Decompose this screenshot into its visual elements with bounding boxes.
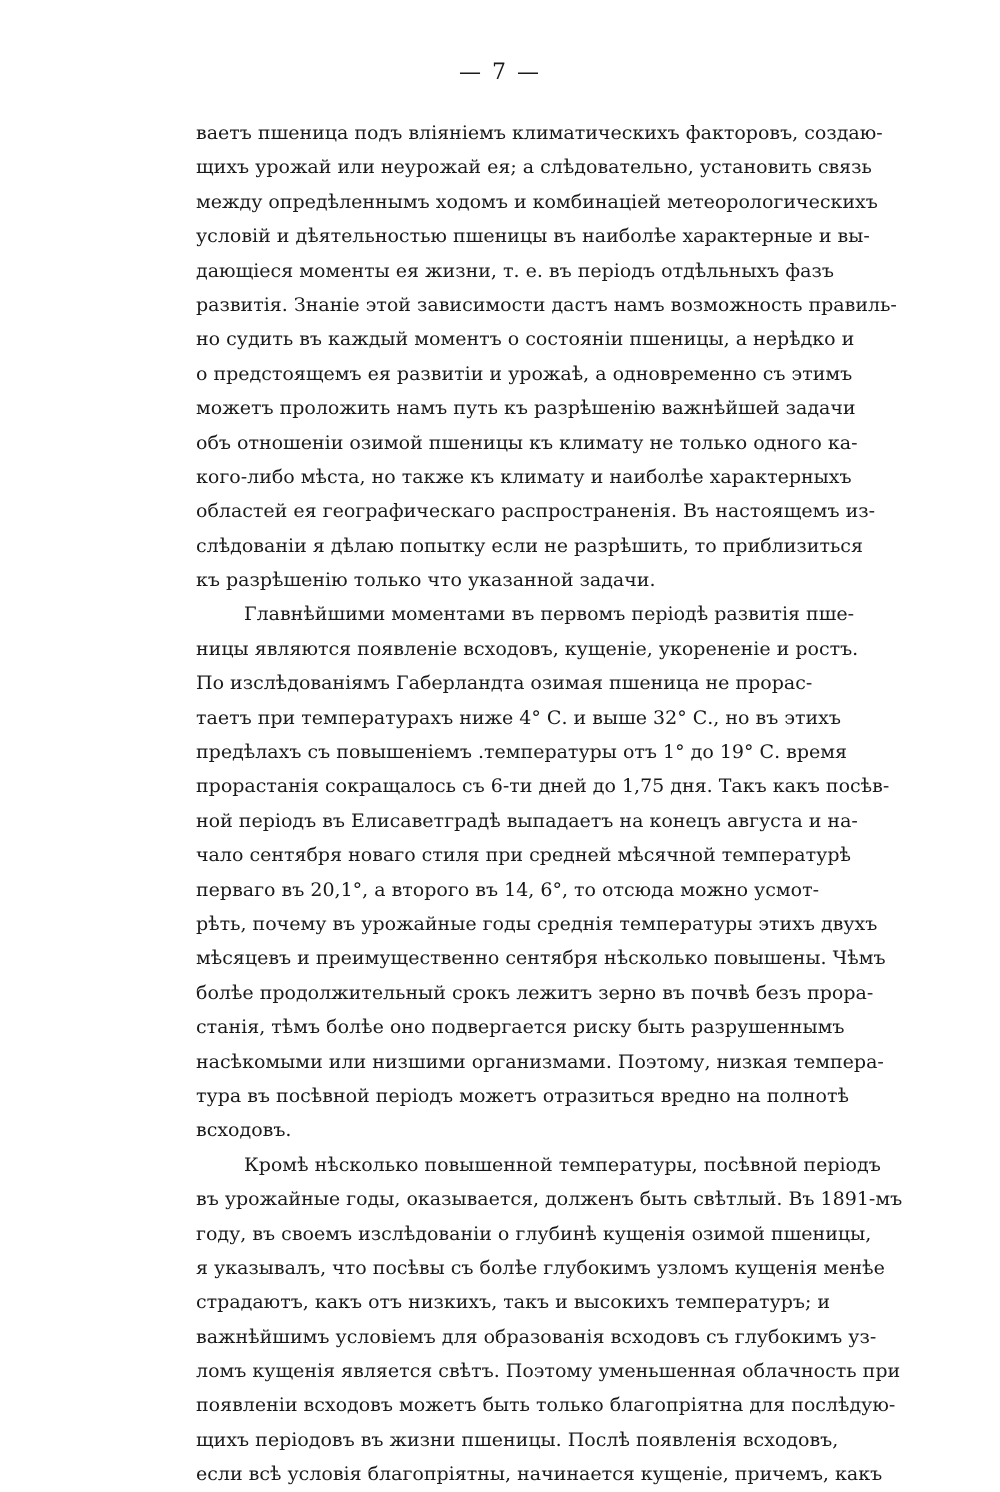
text-line: если всѣ условія благопріятны, начинается кущеніе, причемъ, какъ	[196, 1463, 883, 1486]
text-line: объ отношеніи озимой пшеницы къ климату не только одного ка-	[196, 431, 858, 454]
text-line: ницы являются появленіе всходовъ, кущеніе, укорененіе и ростъ.	[196, 637, 859, 660]
text-line: рѣть, почему въ урожайные годы среднія температуры этихъ двухъ	[196, 912, 878, 935]
text-line: между опредѣленнымъ ходомъ и комбинаціей метеорологическихъ	[196, 190, 878, 213]
text-line: щихъ періодовъ въ жизни пшеницы. Послѣ появленія всходовъ,	[196, 1428, 839, 1451]
text-line: ной періодъ въ Елисаветградѣ выпадаетъ на конецъ августа и на-	[196, 809, 858, 832]
text-line: станія, тѣмъ болѣе оно подвергается риску быть разрушеннымъ	[196, 1016, 845, 1039]
text-line: ломъ кущенія является свѣтъ. Поэтому уменьшенная облачность при	[196, 1360, 901, 1383]
text-line: областей ея географическаго распространенія. Въ настоящемъ из-	[196, 500, 876, 523]
text-line: мѣсяцевъ и преимущественно сентября нѣсколько повышены. Чѣмъ	[196, 947, 886, 970]
text-line: но судить въ каждый моментъ о состояніи пшеницы, а нерѣдко и	[196, 328, 855, 351]
text-line: условій и дѣятельностью пшеницы въ наиболѣе характерные и вы-	[196, 225, 870, 248]
text-line: о предстоящемъ ея развитіи и урожаѣ, а одновременно съ этимъ	[196, 362, 853, 385]
text-line: появленіи всходовъ можетъ быть только благопріятна для послѣдую-	[196, 1394, 896, 1417]
paragraph-1	[196, 116, 897, 597]
text-line: ваетъ пшеница подъ вліяніемъ климатическихъ факторовъ, создаю-	[196, 122, 883, 144]
text-line: я указывалъ, что посѣвы съ болѣе глубокимъ узломъ кущенія менѣе	[196, 1256, 885, 1279]
text-line: По изслѣдованіямъ Габерландта озимая пшеница не прорас-	[196, 672, 813, 695]
text-line: предѣлахъ съ повышеніемъ .температуры отъ 1° до 19° С. время	[196, 741, 848, 764]
text-line: Кромѣ нѣсколько повышенной температуры, посѣвной періодъ	[244, 1153, 881, 1176]
text-line: тура въ посѣвной періодъ можетъ отразиться вредно на полнотѣ	[196, 1084, 849, 1107]
body-text	[196, 116, 903, 1492]
text-line: въ урожайные годы, оказывается, долженъ быть свѣтлый. Въ 1891-мъ	[196, 1188, 903, 1211]
text-line: развитія. Знаніе этой зависимости дастъ намъ возможность правиль-	[196, 293, 897, 316]
text-line: насѣкомыми или низшими организмами. Поэтому, низкая темпера-	[196, 1050, 884, 1073]
text-line: прорастанія сокращалось съ 6-ти дней до 1,75 дня. Такъ какъ посѣв-	[196, 775, 890, 798]
page-number: — 7 —	[459, 60, 541, 85]
text-line: слѣдованіи я дѣлаю попытку если не разрѣшить, то приблизиться	[196, 534, 863, 557]
paragraph-2	[196, 597, 890, 1147]
text-line: болѣе продолжительный срокъ лежитъ зерно въ почвѣ безъ прора-	[196, 981, 874, 1004]
text-line: къ разрѣшенію только что указанной задачи.	[196, 569, 656, 592]
text-line: перваго въ 20,1°, а второго въ 14, 6°, то отсюда можно усмот-	[196, 878, 820, 901]
text-line: кого-либо мѣста, но также къ климату и наиболѣе характерныхъ	[196, 465, 852, 488]
text-line: Главнѣйшими моментами въ первомъ періодѣ развитія пше-	[244, 603, 855, 626]
text-line: дающіеся моменты ея жизни, т. е. въ періодъ отдѣльныхъ фазъ	[196, 259, 834, 282]
text-line: щихъ урожай или неурожай ея; а слѣдовательно, установить связь	[196, 156, 872, 179]
text-line: таетъ при температурахъ ниже 4° С. и выше 32° С., но въ этихъ	[196, 706, 841, 729]
text-line: важнѣйшимъ условіемъ для образованія всходовъ съ глубокимъ уз-	[196, 1325, 877, 1348]
paragraph-3	[196, 1148, 903, 1492]
text-line: чало сентября новаго стиля при средней мѣсячной температурѣ	[196, 844, 851, 867]
text-line: можетъ проложить намъ путь къ разрѣшенію важнѣйшей задачи	[196, 397, 856, 420]
text-line: страдаютъ, какъ отъ низкихъ, такъ и высокихъ температуръ; и	[196, 1291, 831, 1314]
text-line: всходовъ.	[196, 1119, 292, 1142]
text-line: году, въ своемъ изслѣдованіи о глубинѣ кущенія озимой пшеницы,	[196, 1222, 872, 1245]
